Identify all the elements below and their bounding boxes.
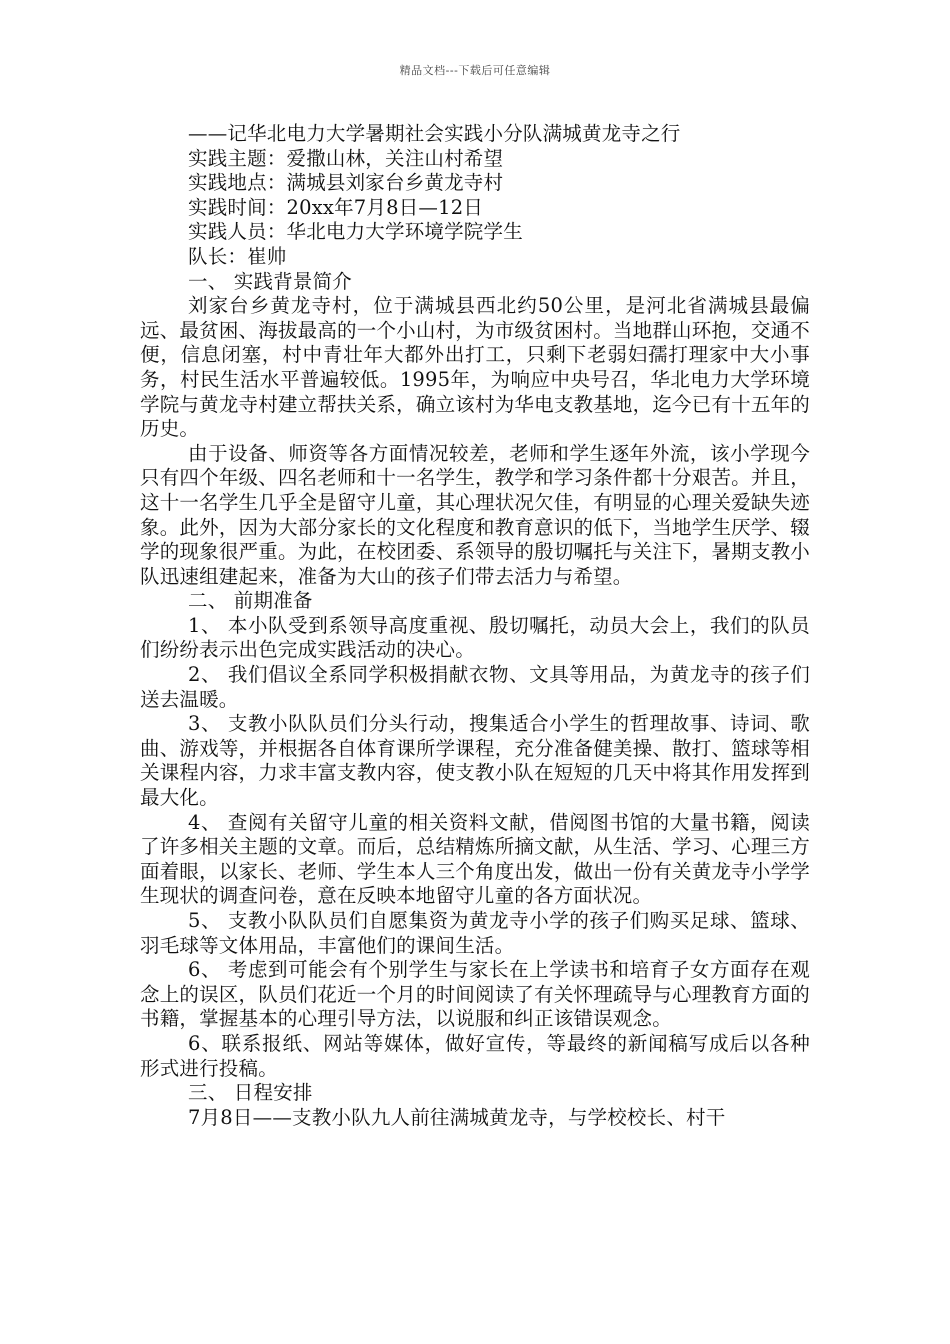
- prep-item-1: 1、 本小队受到系领导高度重视、殷切嘱托，动员大会上，我们的队员们纷纷表示出色完成实践活动的决心。: [140, 613, 810, 662]
- prep-item-5: 5、 支教小队队员们自愿集资为黄龙寺小学的孩子们购买足球、篮球、羽毛球等文体用品，丰富他们的课间生活。: [140, 909, 810, 957]
- schedule-line-1: 7月8日——支教小队九人前往满城黄龙寺，与学校校长、村干: [188, 1105, 726, 1129]
- prep-item-2: 2、 我们倡议全系同学积极捐献衣物、文具等用品，为黄龙寺的孩子们送去温暖。: [140, 663, 810, 711]
- leader-line: 队长：崔帅: [188, 244, 287, 268]
- subtitle-line: ——记华北电力大学暑期社会实践小分队满城黄龙寺之行: [188, 122, 681, 145]
- prep-item-4: 4、 查阅有关留守儿童的相关资料文献，借阅图书馆的大量书籍，阅读了许多相关主题的文章。而后，总结精炼所摘文献，从生活、学习、心理三方面着眼，以家长、老师、学生本人三个角度出发，做出一份有关黄龙寺小学学生现状的调查问卷，意在反映本地留守儿童的各方面状况。: [140, 810, 810, 908]
- location-line: 实践地点：满城县刘家台乡黄龙寺村: [188, 171, 504, 195]
- theme-line: 实践主题：爱撒山林，关注山村希望: [188, 146, 504, 170]
- page-header: 精品文档---下载后可任意编辑: [399, 64, 551, 77]
- section-2-heading: 二、 前期准备: [188, 589, 313, 613]
- prep-item-7: 6、联系报纸、网站等媒体，做好宣传，等最终的新闻稿写成后以各种形式进行投稿。: [140, 1031, 810, 1080]
- section-1-heading: 一、 实践背景简介: [188, 269, 352, 293]
- prep-item-3: 3、 支教小队队员们分头行动，搜集适合小学生的哲理故事、诗词、歌曲、游戏等，并根据各自体育课所学课程，充分准备健美操、散打、篮球等相关课程内容，力求丰富支教内容，使支教小队在短短的几天中将其作用发挥到最大化。: [140, 712, 810, 810]
- section-3-heading: 三、 日程安排: [188, 1081, 313, 1105]
- section-1-paragraph-2: 由于设备、师资等各方面情况较差，老师和学生逐年外流，该小学现今只有四个年级、四名老师和十一名学生，教学和学习条件都十分艰苦。并且，这十一名学生几乎全是留守儿童，其心理状况欠佳，有明显的心理关爱缺失迹象。此外，因为大部分家长的文化程度和教育意识的低下，当地学生厌学、辍学的现象很严重。为此，在校团委、系领导的殷切嘱托与关注下，暑期支教小队迅速组建起来，准备为大山的孩子们带去活力与希望。: [140, 441, 810, 588]
- prep-item-6: 6、 考虑到可能会有个别学生与家长在上学读书和培育子女方面存在观念上的误区，队员们花近一个月的时间阅读了有关怀理疏导与心理教育方面的书籍，掌握基本的心理引导方法，以说服和纠正该错误观念。: [140, 958, 810, 1031]
- time-line: 实践时间：20xx年7月8日—12日: [188, 195, 484, 219]
- members-line: 实践人员：华北电力大学环境学院学生: [188, 220, 523, 244]
- section-1-paragraph-1: 刘家台乡黄龙寺村，位于满城县西北约50公里，是河北省满城县最偏远、最贫困、海拔最高的一个小山村，为市级贫困村。当地群山环抱，交通不便，信息闭塞，村中青壮年大都外出打工，只剩下老弱妇孺打理家中大小事务，村民生活水平普遍较低。1995年，为响应中央号召，华北电力大学环境学院与黄龙寺村建立帮扶关系，确立该村为华电支教基地，迄今已有十五年的历史。: [140, 294, 810, 441]
- document-body: [140, 122, 810, 1130]
